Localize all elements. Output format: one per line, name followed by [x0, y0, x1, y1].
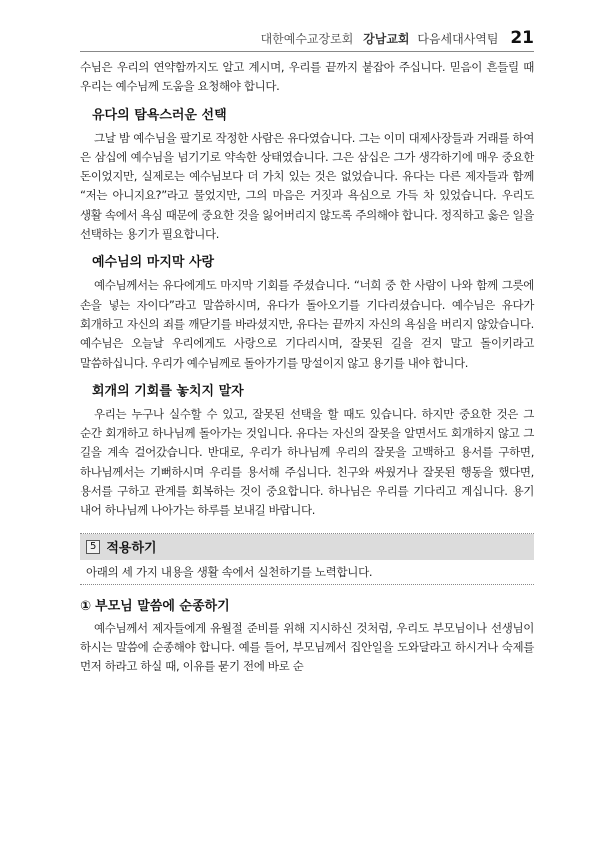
apply-intro: 아래의 세 가지 내용을 생활 속에서 실천하기를 노력합니다.	[86, 564, 373, 579]
page-header	[80, 28, 534, 48]
apply-section	[80, 533, 534, 585]
page-content	[80, 58, 534, 677]
section-body-judas: 그날 밤 예수님을 팔기로 작정한 사람은 유다였습니다. 그는 이미 대제사장들과 거래를 하여 은 삼십에 예수님을 넘기기로 약속한 상태였습니다. 그은 삼십은 그가 생각하기에 매우 중요한 돈이었지만, 실제로는 예수님보다 더 가치 있는 것은 없었습니다. 유다는 다른 제자들과 함께 “저는 아니지요?”라고 물었지만, 그의 마음은 거짓과 욕심으로 가득 차 있었습니다. 우리도 생활 속에서 욕심 때문에 중요한 것을 잃어버리지 않도록 주의해야 합니다. 정직하고 옳은 일을 선택하는 용기가 필요합니다.	[80, 130, 534, 242]
apply-title: 적용하기	[106, 541, 157, 557]
header-church: 강남교회	[363, 32, 410, 46]
section-body-last-love: 예수님께서는 유다에게도 마지막 기회를 주셨습니다. “너희 중 한 사람이 나와 함께 그릇에 손을 넣는 자이다”라고 말씀하시며, 유다가 돌아오기를 기다리셨습니다. 예수님은 유다가 회개하고 자신의 죄를 깨닫기를 바라셨지만, 유다는 끝까지 자신의 욕심을 버리지 않았습니다. 예수님은 오늘날 우리에게도 사랑으로 기다리시며, 잘못된 길을 걷지 말고 돌이키라고 말씀하십니다. 우리가 예수님께로 돌아가기를 망설이지 않고 용기를 내야 합니다.	[80, 278, 534, 370]
section-title-judas: 유다의 탐욕스러운 선택	[92, 107, 227, 123]
section-title-repentance: 회개의 기회를 놓치지 말자	[92, 383, 244, 399]
page-number: 21	[510, 28, 534, 48]
apply-item-marker: ①	[80, 598, 92, 614]
header-team: 다음세대사역팀	[417, 32, 499, 46]
header-divider	[80, 51, 534, 52]
header-org: 대한예수교장로회	[260, 32, 354, 46]
apply-item-title	[80, 597, 534, 617]
apply-number-badge: 5	[86, 540, 100, 554]
apply-item-title-text: 부모님 말씀에 순종하기	[95, 598, 230, 614]
apply-item-body: 예수님께서 제자들에게 유월절 준비를 위해 지시하신 것처럼, 우리도 부모님이나 선생님이 하시는 말씀에 순종해야 합니다. 예를 들어, 부모님께서 집안일을 도와달라고 하시거나 숙제를 먼저 하라고 하실 때, 이유를 묻기 전에 바로 순	[80, 620, 534, 674]
apply-heading-bar	[80, 534, 534, 560]
intro-paragraph: 수님은 우리의 연약함까지도 알고 계시며, 우리를 끝까지 붙잡아 주십니다. 믿음이 흔들릴 때 우리는 예수님께 도움을 요청해야 합니다.	[80, 60, 534, 94]
section-title-last-love: 예수님의 마지막 사랑	[92, 255, 215, 271]
section-body-repentance: 우리는 누구나 실수할 수 있고, 잘못된 선택을 할 때도 있습니다. 하지만 중요한 것은 그 순간 회개하고 하나님께 돌아가는 것입니다. 유다는 자신의 잘못을 알면서도 회개하지 않고 그 길을 계속 걸어갔습니다. 반대로, 우리가 하나님께 우리의 잘못을 고백하고 용서를 구하면, 하나님께서는 기뻐하시며 우리를 용서해 주십니다. 친구와 싸웠거나 잘못된 행동을 했다면, 용서를 구하고 관계를 회복하는 것이 중요합니다. 하나님은 우리를 기다리고 계십니다. 용기 내어 하나님께 나아가는 하루를 보내길 바랍니다.	[80, 406, 534, 518]
